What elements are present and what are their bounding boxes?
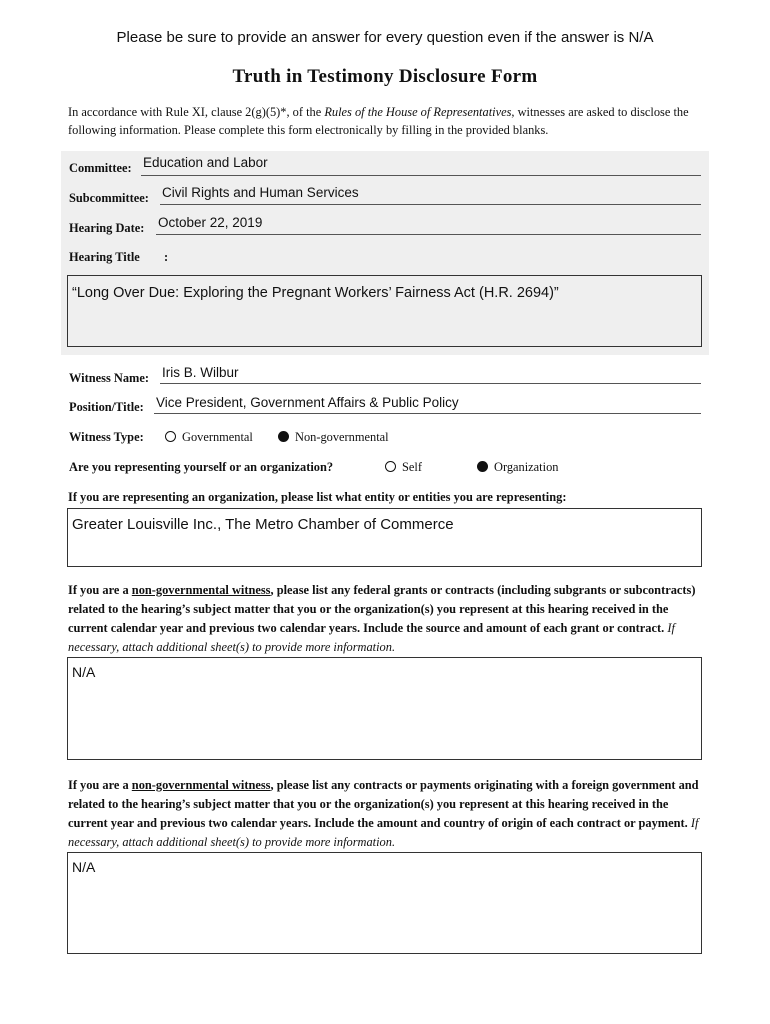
hearing-date-value: October 22, 2019 bbox=[158, 215, 263, 230]
notice-text: Please be sure to provide an answer for every question even if the answer is N/A bbox=[116, 29, 654, 46]
witness-type-nongovernmental-radio[interactable]: Non-governmental bbox=[278, 430, 389, 445]
position-field[interactable] bbox=[154, 395, 701, 414]
representing-organization-radio[interactable]: Organization bbox=[477, 460, 558, 475]
hearing-title-value: “Long Over Due: Exploring the Pregnant Workers’ Fairness Act (H.R. 2694)” bbox=[72, 285, 559, 301]
witness-name-field[interactable] bbox=[160, 365, 701, 384]
intro-paragraph: In accordance with Rule XI, clause 2(g)(5)*, of the Rules of the House of Representatives, witnesses are asked to disclose the following information. Please complete this form electronically by filling in the provided blanks. bbox=[68, 105, 689, 137]
organization-field[interactable] bbox=[67, 508, 702, 567]
hearing-title-field[interactable] bbox=[67, 275, 702, 347]
hearing-date-label: Hearing Date: bbox=[69, 221, 145, 235]
grants-question: If you are a non-governmental witness, please list any federal grants or contracts (including subgrants or subcontracts) related to the hearing’s subject matter that you or the organization(s) you represent at this hearing received in the current calendar year and previous two calendar years. Include the source and amount of each grant or contract. If necessary, attach additional sheet(s) to provide more information. bbox=[68, 583, 696, 654]
radio-filled-icon bbox=[477, 461, 488, 472]
representing-self-radio[interactable]: Self bbox=[385, 460, 422, 475]
subcommittee-label: Subcommittee: bbox=[69, 191, 149, 205]
committee-field[interactable] bbox=[141, 157, 701, 176]
position-value: Vice President, Government Affairs & Public Policy bbox=[156, 395, 459, 410]
organization-value: Greater Louisville Inc., The Metro Chamber of Commerce bbox=[72, 516, 454, 533]
subcommittee-field[interactable] bbox=[160, 186, 701, 205]
page-title: Truth in Testimony Disclosure Form bbox=[232, 66, 538, 87]
position-label: Position/Title: bbox=[69, 400, 144, 414]
grants-value: N/A bbox=[72, 664, 96, 680]
hearing-title-label: Hearing Title bbox=[69, 250, 140, 264]
committee-value: Education and Labor bbox=[143, 155, 268, 170]
radio-empty-icon bbox=[385, 461, 396, 472]
grants-field[interactable] bbox=[67, 657, 702, 760]
radio-filled-icon bbox=[278, 431, 289, 442]
hearing-date-field[interactable] bbox=[156, 216, 701, 235]
foreign-payments-question: If you are a non-governmental witness, please list any contracts or payments originating with a foreign government and related to the hearing’s subject matter that you or the organization(s) you represent at this hearing received in the current year and previous two calendar years. Include the amount and country of origin of each contract or payment. If necessary, attach additional sheet(s) to provide more information. bbox=[68, 778, 699, 849]
witness-name-label: Witness Name: bbox=[69, 371, 149, 385]
witness-type-governmental-radio[interactable]: Governmental bbox=[165, 430, 253, 445]
foreign-payments-value: N/A bbox=[72, 859, 96, 875]
subcommittee-value: Civil Rights and Human Services bbox=[162, 185, 359, 200]
organization-question: If you are representing an organization, please list what entity or entities you are representing: bbox=[68, 490, 567, 504]
radio-empty-icon bbox=[165, 431, 176, 442]
foreign-payments-field[interactable] bbox=[67, 852, 702, 954]
representing-label: Are you representing yourself or an organization? bbox=[69, 460, 334, 474]
committee-label: Committee: bbox=[69, 161, 132, 175]
witness-name-value: Iris B. Wilbur bbox=[162, 365, 239, 380]
witness-type-label: Witness Type: bbox=[69, 430, 144, 444]
hearing-title-colon: : bbox=[164, 250, 169, 264]
